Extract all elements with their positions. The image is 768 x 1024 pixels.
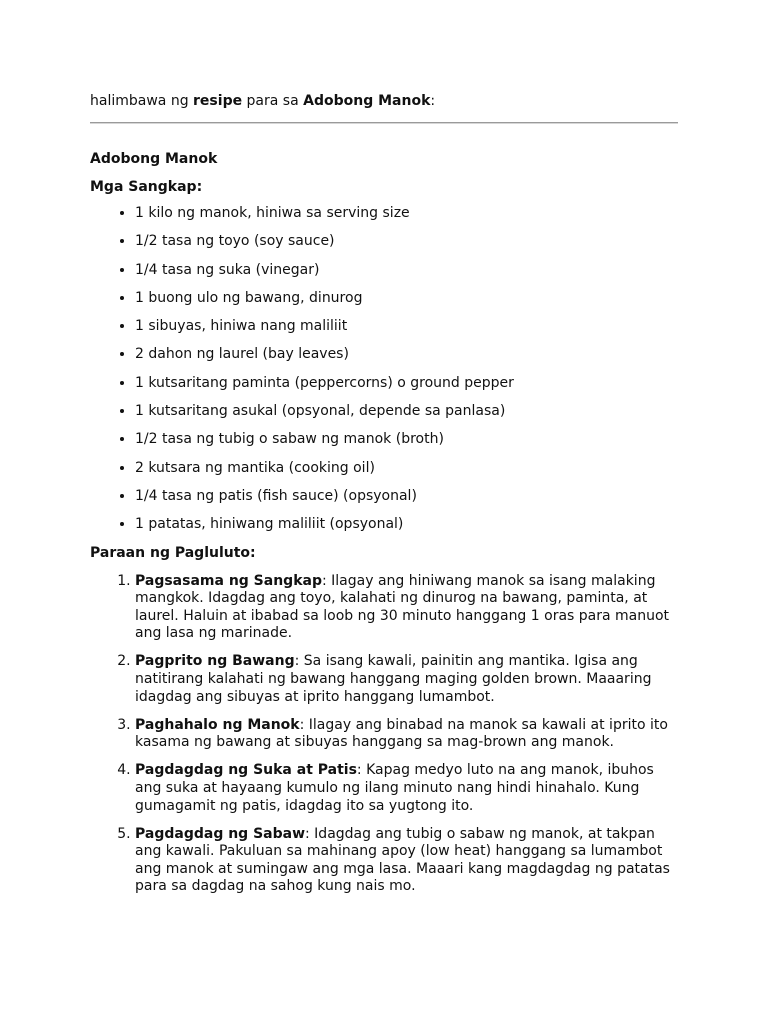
- step-title: Pagsasama ng Sangkap: [135, 572, 322, 589]
- steps-list: [90, 573, 678, 897]
- step-text: : Sa isang kawali, painitin ang mantika. Igisa ang natitirang kalahati ng bawang hanggang maging golden brown. Maaaring idagdag ang sibuyas at iprito hanggang lumambot.: [135, 653, 652, 705]
- step-title: Pagprito ng Bawang: [135, 653, 295, 670]
- recipe-title: Adobong Manok: [90, 151, 218, 167]
- ingredient-item: • 1 kutsaritang asukal (opsyonal, depende sa panlasa): [135, 401, 678, 421]
- ingredient-item: • 1/2 tasa ng tubig o sabaw ng manok (broth): [135, 429, 678, 449]
- step-text: : Ilagay ang binabad na manok sa kawali at iprito ito kasama ng bawang at sibuyas hanggang sa mag-brown ang manok.: [135, 716, 668, 751]
- intro-dish-name: Adobong Manok: [303, 93, 431, 109]
- ingredients-heading: Mga Sangkap:: [90, 179, 203, 195]
- step-item: [135, 826, 678, 896]
- step-title: Pagdagdag ng Sabaw: [135, 825, 306, 842]
- step-title: Pagdagdag ng Suka at Patis: [135, 762, 357, 779]
- ingredient-item: • 1 kilo ng manok, hiniwa sa serving size: [135, 203, 678, 223]
- ingredient-item: • 1 kutsaritang paminta (peppercorns) o ground pepper: [135, 373, 678, 393]
- ingredient-item: • 1 patatas, hiniwang maliliit (opsyonal): [135, 514, 678, 534]
- intro-post: :: [430, 93, 436, 109]
- step-title: Paghahalo ng Manok: [135, 716, 300, 733]
- ingredient-item: • 2 kutsara ng mantika (cooking oil): [135, 458, 678, 478]
- ingredient-item: • 2 dahon ng laurel (bay leaves): [135, 344, 678, 364]
- intro-line: [90, 90, 678, 112]
- intro-mid: para sa: [242, 93, 304, 109]
- ingredient-item: • 1 sibuyas, hiniwa nang maliliit: [135, 316, 678, 336]
- ingredient-item: • 1/4 tasa ng suka (vinegar): [135, 260, 678, 280]
- horizontal-rule: [90, 122, 678, 124]
- step-text: : Kapag medyo luto na ang manok, ibuhos ang suka at hayaang kumulo ng ilang minuto nang hindi hinahalo. Kung gumagamit ng patis, idagdag ito sa yugtong ito.: [135, 762, 654, 814]
- step-item: [135, 573, 678, 643]
- step-text: : Idagdag ang tubig o sabaw ng manok, at takpan ang kawali. Pakuluan sa mahinang apoy (low heat) hanggang sa lumambot ang manok at sumingaw ang mga lasa. Maaari kang magdagdag ng patatas para sa dagdag na sahog kung nais mo.: [135, 825, 670, 895]
- step-text: : Ilagay ang hiniwang manok sa isang malaking mangkok. Idagdag ang toyo, kalahati ng dinurog na bawang, paminta, at laurel. Haluin at ibabad sa loob ng 30 minuto hanggang 1 oras para manuot ang lasa ng marinade.: [135, 572, 670, 642]
- step-item: [135, 762, 678, 815]
- intro-pre: halimbawa ng: [90, 93, 194, 109]
- steps-heading: Paraan ng Pagluluto:: [90, 544, 256, 561]
- ingredients-list: [90, 203, 678, 534]
- intro-resipe: resipe: [193, 93, 243, 109]
- ingredient-item: • 1 buong ulo ng bawang, dinurog: [135, 288, 678, 308]
- step-item: [135, 717, 678, 752]
- ingredient-item: • 1/4 tasa ng patis (fish sauce) (opsyonal): [135, 486, 678, 506]
- step-item: [135, 653, 678, 706]
- ingredient-item: • 1/2 tasa ng toyo (soy sauce): [135, 231, 678, 251]
